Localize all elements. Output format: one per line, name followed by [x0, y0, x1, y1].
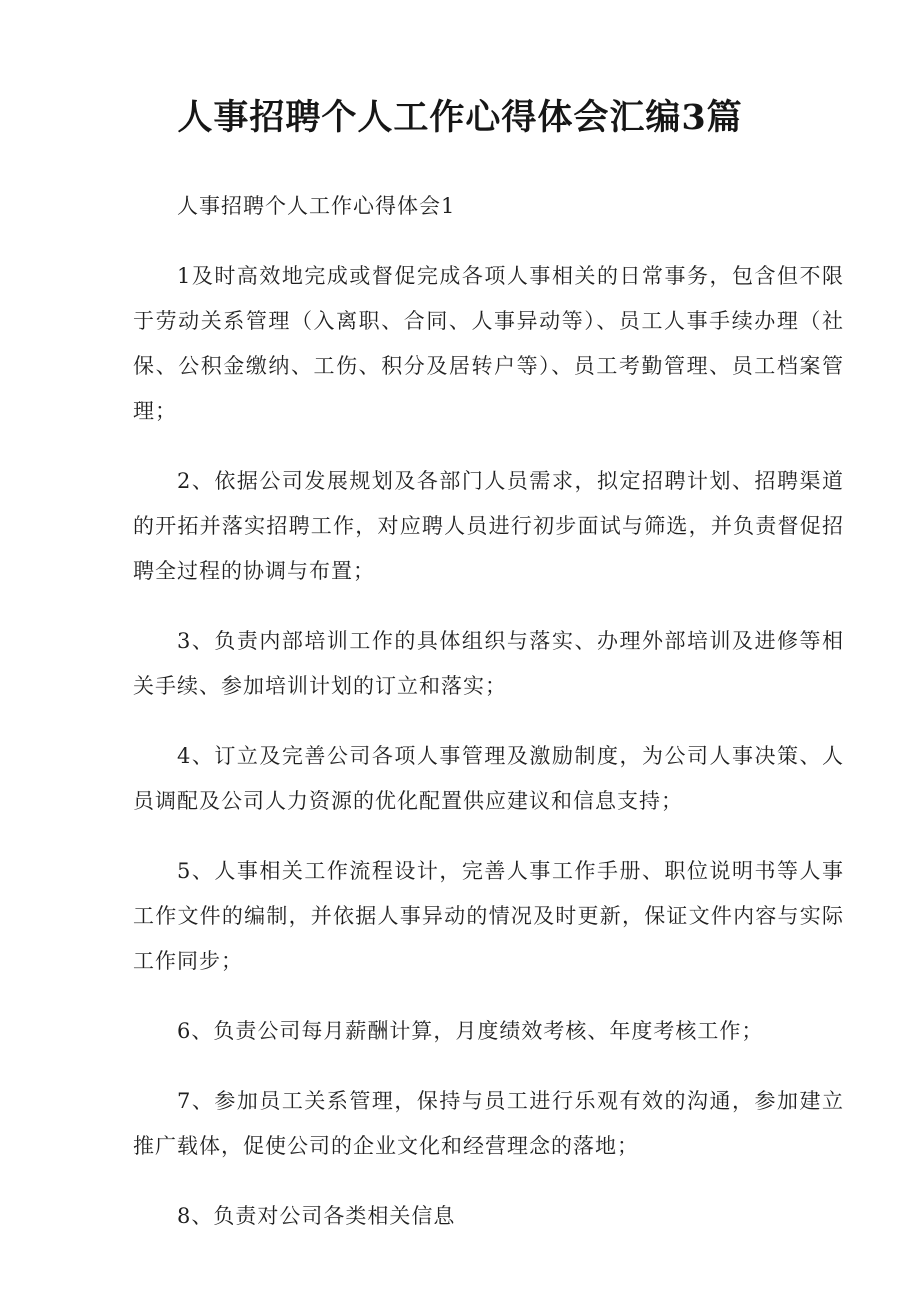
- paragraph-3: 3、负责内部培训工作的具体组织与落实、办理外部培训及进修等相关手续、参加培训计划的订立和落实；: [133, 629, 844, 698]
- paragraph-1: 1及时高效地完成或督促完成各项人事相关的日常事务，包含但不限于劳动关系管理（入离职、合同、人事异动等）、员工人事手续办理（社保、公积金缴纳、工伤、积分及居转户等）、员工考勤管理、员工档案管理；: [133, 264, 844, 423]
- paragraph-2: 2、依据公司发展规划及各部门人员需求，拟定招聘计划、招聘渠道的开拓并落实招聘工作，对应聘人员进行初步面试与筛选，并负责督促招聘全过程的协调与布置；: [133, 469, 844, 583]
- paragraph-4: 4、订立及完善公司各项人事管理及激励制度，为公司人事决策、人员调配及公司人力资源的优化配置供应建议和信息支持；: [133, 744, 844, 813]
- document-title: 人事招聘个人工作心得体会汇编3篇: [177, 97, 743, 138]
- paragraph-8: 8、负责对公司各类相关信息: [177, 1204, 456, 1228]
- section-heading: 人事招聘个人工作心得体会1: [177, 194, 456, 218]
- paragraph-7: 7、参加员工关系管理，保持与员工进行乐观有效的沟通，参加建立推广载体，促使公司的企业文化和经营理念的落地；: [133, 1089, 844, 1158]
- paragraph-6: 6、负责公司每月薪酬计算，月度绩效考核、年度考核工作；: [177, 1019, 764, 1043]
- paragraph-5: 5、人事相关工作流程设计，完善人事工作手册、职位说明书等人事工作文件的编制，并依据人事异动的情况及时更新，保证文件内容与实际工作同步；: [133, 859, 844, 973]
